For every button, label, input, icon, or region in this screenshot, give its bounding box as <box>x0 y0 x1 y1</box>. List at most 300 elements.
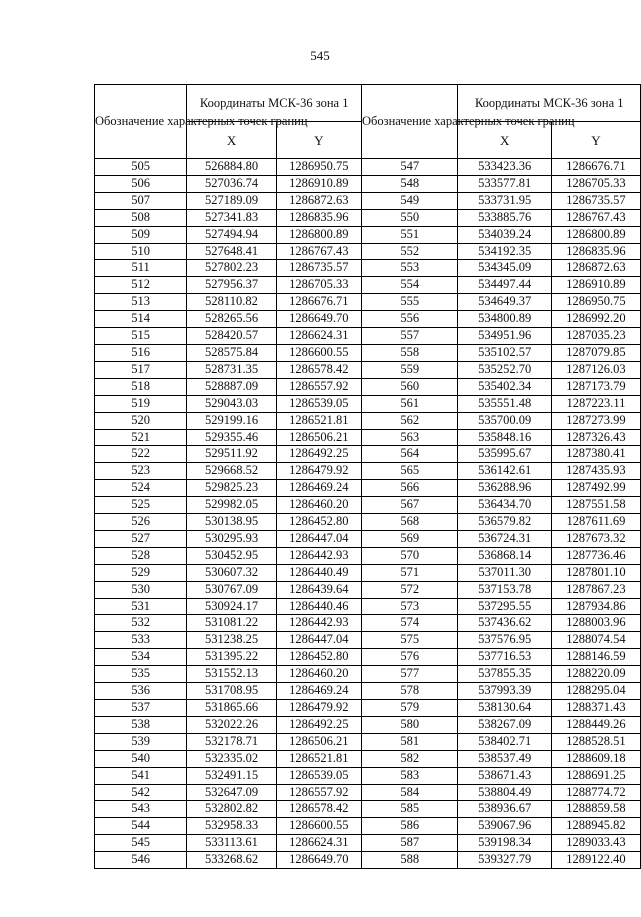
table-row <box>362 733 641 750</box>
page-number: 545 <box>310 48 330 63</box>
point-id-cell: 562 <box>362 412 458 429</box>
y-coordinate-cell: 1287035.23 <box>551 328 640 345</box>
x-coordinate-cell: 536434.70 <box>458 497 551 514</box>
x-coordinate-cell: 532647.09 <box>187 784 276 801</box>
x-coordinate-cell: 531708.95 <box>187 683 276 700</box>
point-id-cell: 573 <box>362 598 458 615</box>
table-row <box>362 649 641 666</box>
y-coordinate-cell: 1287492.99 <box>551 480 640 497</box>
x-coordinate-cell: 534345.09 <box>458 260 551 277</box>
x-coordinate-cell: 533885.76 <box>458 209 551 226</box>
y-coordinate-cell: 1286676.71 <box>551 159 640 176</box>
table-row <box>362 581 641 598</box>
point-id-cell: 572 <box>362 581 458 598</box>
x-coordinate-cell: 537153.78 <box>458 581 551 598</box>
table-row <box>95 480 362 497</box>
point-id-cell: 520 <box>95 412 187 429</box>
y-coordinate-cell: 1288774.72 <box>551 784 640 801</box>
y-coordinate-cell: 1286767.43 <box>551 209 640 226</box>
point-id-cell: 568 <box>362 514 458 531</box>
y-coordinate-cell: 1286479.92 <box>276 463 361 480</box>
y-coordinate-cell: 1287173.79 <box>551 378 640 395</box>
y-coordinate-cell: 1286492.25 <box>276 446 361 463</box>
table-row <box>95 175 362 192</box>
x-coordinate-cell: 533731.95 <box>458 192 551 209</box>
point-id-cell: 584 <box>362 784 458 801</box>
y-coordinate-cell: 1288074.54 <box>551 632 640 649</box>
x-coordinate-cell: 530452.95 <box>187 547 276 564</box>
x-coordinate-cell: 532335.02 <box>187 750 276 767</box>
point-id-cell: 567 <box>362 497 458 514</box>
x-coordinate-cell: 535848.16 <box>458 429 551 446</box>
y-coordinate-cell: 1286676.71 <box>276 294 361 311</box>
x-coordinate-cell: 535551.48 <box>458 395 551 412</box>
y-coordinate-cell: 1286452.80 <box>276 514 361 531</box>
table-row <box>95 750 362 767</box>
x-coordinate-cell: 534649.37 <box>458 294 551 311</box>
x-coordinate-cell: 537855.35 <box>458 666 551 683</box>
table-row <box>362 750 641 767</box>
point-id-cell: 514 <box>95 311 187 328</box>
point-id-cell: 505 <box>95 159 187 176</box>
x-coordinate-cell: 530607.32 <box>187 564 276 581</box>
header-designation: Обозначение характерных точек границ <box>95 85 187 159</box>
table-row <box>362 666 641 683</box>
point-id-cell: 512 <box>95 277 187 294</box>
table-row <box>95 514 362 531</box>
table-row <box>362 632 641 649</box>
x-coordinate-cell: 539067.96 <box>458 818 551 835</box>
x-coordinate-cell: 539327.79 <box>458 852 551 869</box>
y-coordinate-cell: 1287326.43 <box>551 429 640 446</box>
x-coordinate-cell: 531552.13 <box>187 666 276 683</box>
y-coordinate-cell: 1288609.18 <box>551 750 640 767</box>
y-coordinate-cell: 1289033.43 <box>551 835 640 852</box>
y-coordinate-cell: 1286506.21 <box>276 429 361 446</box>
y-coordinate-cell: 1286440.46 <box>276 598 361 615</box>
table-row <box>95 412 362 429</box>
y-coordinate-cell: 1287223.11 <box>551 395 640 412</box>
y-coordinate-cell: 1286452.80 <box>276 649 361 666</box>
point-id-cell: 543 <box>95 801 187 818</box>
point-id-cell: 586 <box>362 818 458 835</box>
y-coordinate-cell: 1286835.96 <box>551 243 640 260</box>
point-id-cell: 578 <box>362 683 458 700</box>
y-coordinate-cell: 1287380.41 <box>551 446 640 463</box>
table-body-left <box>95 159 362 869</box>
point-id-cell: 539 <box>95 733 187 750</box>
table-row <box>362 429 641 446</box>
table-row <box>95 683 362 700</box>
y-coordinate-cell: 1289122.40 <box>551 852 640 869</box>
table-row <box>95 716 362 733</box>
x-coordinate-cell: 534497.44 <box>458 277 551 294</box>
x-coordinate-cell: 538671.43 <box>458 767 551 784</box>
header-x: X <box>187 122 276 159</box>
x-coordinate-cell: 535700.09 <box>458 412 551 429</box>
y-coordinate-cell: 1288371.43 <box>551 700 640 717</box>
y-coordinate-cell: 1288220.09 <box>551 666 640 683</box>
point-id-cell: 537 <box>95 700 187 717</box>
table-row <box>95 733 362 750</box>
y-coordinate-cell: 1286910.89 <box>276 175 361 192</box>
table-row <box>95 429 362 446</box>
point-id-cell: 523 <box>95 463 187 480</box>
y-coordinate-cell: 1288449.26 <box>551 716 640 733</box>
point-id-cell: 515 <box>95 328 187 345</box>
x-coordinate-cell: 532178.71 <box>187 733 276 750</box>
x-coordinate-cell: 536724.31 <box>458 530 551 547</box>
x-coordinate-cell: 532491.15 <box>187 767 276 784</box>
table-row <box>95 243 362 260</box>
point-id-cell: 528 <box>95 547 187 564</box>
x-coordinate-cell: 530138.95 <box>187 514 276 531</box>
x-coordinate-cell: 531865.66 <box>187 700 276 717</box>
table-row <box>95 463 362 480</box>
table-row <box>362 716 641 733</box>
header-x: X <box>458 122 551 159</box>
y-coordinate-cell: 1286469.24 <box>276 683 361 700</box>
coordinates-tables <box>94 84 641 869</box>
table-row <box>362 395 641 412</box>
table-row <box>95 395 362 412</box>
table-row <box>95 801 362 818</box>
table-row <box>95 294 362 311</box>
x-coordinate-cell: 533423.36 <box>458 159 551 176</box>
point-id-cell: 507 <box>95 192 187 209</box>
table-row <box>95 835 362 852</box>
y-coordinate-cell: 1286506.21 <box>276 733 361 750</box>
y-coordinate-cell: 1286624.31 <box>276 328 361 345</box>
x-coordinate-cell: 528887.09 <box>187 378 276 395</box>
table-row <box>362 480 641 497</box>
point-id-cell: 554 <box>362 277 458 294</box>
y-coordinate-cell: 1287611.69 <box>551 514 640 531</box>
table-row <box>95 260 362 277</box>
header-coordinates: Координаты МСК-36 зона 1 <box>458 85 641 122</box>
table-row <box>362 852 641 869</box>
point-id-cell: 526 <box>95 514 187 531</box>
header-designation: Обозначение характерных точек границ <box>362 85 458 159</box>
point-id-cell: 571 <box>362 564 458 581</box>
y-coordinate-cell: 1286950.75 <box>276 159 361 176</box>
x-coordinate-cell: 538130.64 <box>458 700 551 717</box>
point-id-cell: 587 <box>362 835 458 852</box>
x-coordinate-cell: 527189.09 <box>187 192 276 209</box>
x-coordinate-cell: 528731.35 <box>187 361 276 378</box>
y-coordinate-cell: 1286600.55 <box>276 818 361 835</box>
point-id-cell: 556 <box>362 311 458 328</box>
point-id-cell: 560 <box>362 378 458 395</box>
table-row <box>362 226 641 243</box>
y-coordinate-cell: 1286469.24 <box>276 480 361 497</box>
table-row <box>362 159 641 176</box>
x-coordinate-cell: 533577.81 <box>458 175 551 192</box>
x-coordinate-cell: 537295.55 <box>458 598 551 615</box>
y-coordinate-cell: 1286800.89 <box>551 226 640 243</box>
point-id-cell: 550 <box>362 209 458 226</box>
table-row <box>362 361 641 378</box>
table-row <box>362 801 641 818</box>
coordinates-table-left <box>94 84 362 869</box>
x-coordinate-cell: 529355.46 <box>187 429 276 446</box>
point-id-cell: 585 <box>362 801 458 818</box>
table-row <box>95 159 362 176</box>
table-row <box>95 767 362 784</box>
point-id-cell: 574 <box>362 615 458 632</box>
table-row <box>362 564 641 581</box>
point-id-cell: 518 <box>95 378 187 395</box>
table-row <box>362 277 641 294</box>
x-coordinate-cell: 535995.67 <box>458 446 551 463</box>
x-coordinate-cell: 532802.82 <box>187 801 276 818</box>
table-row <box>95 226 362 243</box>
point-id-cell: 569 <box>362 530 458 547</box>
y-coordinate-cell: 1286440.49 <box>276 564 361 581</box>
x-coordinate-cell: 534039.24 <box>458 226 551 243</box>
point-id-cell: 579 <box>362 700 458 717</box>
x-coordinate-cell: 529825.23 <box>187 480 276 497</box>
y-coordinate-cell: 1287736.46 <box>551 547 640 564</box>
point-id-cell: 548 <box>362 175 458 192</box>
y-coordinate-cell: 1286872.63 <box>551 260 640 277</box>
x-coordinate-cell: 537716.53 <box>458 649 551 666</box>
y-coordinate-cell: 1288295.04 <box>551 683 640 700</box>
x-coordinate-cell: 529043.03 <box>187 395 276 412</box>
point-id-cell: 559 <box>362 361 458 378</box>
y-coordinate-cell: 1286539.05 <box>276 767 361 784</box>
point-id-cell: 509 <box>95 226 187 243</box>
x-coordinate-cell: 528110.82 <box>187 294 276 311</box>
table-row <box>95 497 362 514</box>
coordinates-table-right <box>361 84 641 869</box>
table-body-right <box>362 159 641 869</box>
x-coordinate-cell: 527802.23 <box>187 260 276 277</box>
point-id-cell: 531 <box>95 598 187 615</box>
x-coordinate-cell: 536868.14 <box>458 547 551 564</box>
x-coordinate-cell: 539198.34 <box>458 835 551 852</box>
table-row <box>362 784 641 801</box>
y-coordinate-cell: 1286439.64 <box>276 581 361 598</box>
y-coordinate-cell: 1286835.96 <box>276 209 361 226</box>
table-row <box>95 666 362 683</box>
point-id-cell: 513 <box>95 294 187 311</box>
point-id-cell: 565 <box>362 463 458 480</box>
y-coordinate-cell: 1286521.81 <box>276 412 361 429</box>
point-id-cell: 551 <box>362 226 458 243</box>
y-coordinate-cell: 1286649.70 <box>276 852 361 869</box>
y-coordinate-cell: 1287435.93 <box>551 463 640 480</box>
point-id-cell: 583 <box>362 767 458 784</box>
y-coordinate-cell: 1286624.31 <box>276 835 361 852</box>
header-y: Y <box>276 122 361 159</box>
point-id-cell: 506 <box>95 175 187 192</box>
table-row <box>95 581 362 598</box>
point-id-cell: 588 <box>362 852 458 869</box>
table-row <box>95 378 362 395</box>
y-coordinate-cell: 1286557.92 <box>276 378 361 395</box>
table-row <box>362 497 641 514</box>
table-row <box>95 852 362 869</box>
point-id-cell: 557 <box>362 328 458 345</box>
table-row <box>95 361 362 378</box>
point-id-cell: 525 <box>95 497 187 514</box>
table-row <box>95 209 362 226</box>
x-coordinate-cell: 534192.35 <box>458 243 551 260</box>
table-row <box>362 209 641 226</box>
table-row <box>95 784 362 801</box>
x-coordinate-cell: 531395.22 <box>187 649 276 666</box>
point-id-cell: 582 <box>362 750 458 767</box>
table-row <box>95 277 362 294</box>
x-coordinate-cell: 538267.09 <box>458 716 551 733</box>
x-coordinate-cell: 536288.96 <box>458 480 551 497</box>
x-coordinate-cell: 538936.67 <box>458 801 551 818</box>
point-id-cell: 533 <box>95 632 187 649</box>
y-coordinate-cell: 1287551.58 <box>551 497 640 514</box>
y-coordinate-cell: 1286539.05 <box>276 395 361 412</box>
x-coordinate-cell: 529982.05 <box>187 497 276 514</box>
y-coordinate-cell: 1286578.42 <box>276 361 361 378</box>
x-coordinate-cell: 533268.62 <box>187 852 276 869</box>
x-coordinate-cell: 537011.30 <box>458 564 551 581</box>
point-id-cell: 564 <box>362 446 458 463</box>
point-id-cell: 540 <box>95 750 187 767</box>
point-id-cell: 532 <box>95 615 187 632</box>
point-id-cell: 580 <box>362 716 458 733</box>
y-coordinate-cell: 1286447.04 <box>276 632 361 649</box>
x-coordinate-cell: 527956.37 <box>187 277 276 294</box>
table-row <box>362 615 641 632</box>
point-id-cell: 544 <box>95 818 187 835</box>
x-coordinate-cell: 530924.17 <box>187 598 276 615</box>
point-id-cell: 529 <box>95 564 187 581</box>
table-row <box>362 311 641 328</box>
point-id-cell: 549 <box>362 192 458 209</box>
point-id-cell: 545 <box>95 835 187 852</box>
y-coordinate-cell: 1287126.03 <box>551 361 640 378</box>
table-row <box>362 446 641 463</box>
y-coordinate-cell: 1286442.93 <box>276 615 361 632</box>
x-coordinate-cell: 528575.84 <box>187 344 276 361</box>
x-coordinate-cell: 532958.33 <box>187 818 276 835</box>
point-id-cell: 552 <box>362 243 458 260</box>
point-id-cell: 519 <box>95 395 187 412</box>
y-coordinate-cell: 1288945.82 <box>551 818 640 835</box>
table-row <box>95 446 362 463</box>
x-coordinate-cell: 535102.57 <box>458 344 551 361</box>
x-coordinate-cell: 531238.25 <box>187 632 276 649</box>
y-coordinate-cell: 1286460.20 <box>276 666 361 683</box>
y-coordinate-cell: 1286578.42 <box>276 801 361 818</box>
point-id-cell: 522 <box>95 446 187 463</box>
point-id-cell: 547 <box>362 159 458 176</box>
x-coordinate-cell: 527341.83 <box>187 209 276 226</box>
y-coordinate-cell: 1286447.04 <box>276 530 361 547</box>
x-coordinate-cell: 529668.52 <box>187 463 276 480</box>
table-row <box>362 818 641 835</box>
y-coordinate-cell: 1286992.20 <box>551 311 640 328</box>
x-coordinate-cell: 534951.96 <box>458 328 551 345</box>
table-row <box>362 243 641 260</box>
table-row <box>362 547 641 564</box>
point-id-cell: 558 <box>362 344 458 361</box>
point-id-cell: 546 <box>95 852 187 869</box>
table-row <box>362 700 641 717</box>
x-coordinate-cell: 537436.62 <box>458 615 551 632</box>
point-id-cell: 530 <box>95 581 187 598</box>
table-row <box>95 192 362 209</box>
point-id-cell: 536 <box>95 683 187 700</box>
table-row <box>362 344 641 361</box>
table-row <box>95 311 362 328</box>
y-coordinate-cell: 1286479.92 <box>276 700 361 717</box>
x-coordinate-cell: 527494.94 <box>187 226 276 243</box>
y-coordinate-cell: 1287673.32 <box>551 530 640 547</box>
x-coordinate-cell: 530295.93 <box>187 530 276 547</box>
table-row <box>362 192 641 209</box>
table-row <box>95 598 362 615</box>
table-row <box>95 818 362 835</box>
y-coordinate-cell: 1286705.33 <box>276 277 361 294</box>
point-id-cell: 534 <box>95 649 187 666</box>
x-coordinate-cell: 537993.39 <box>458 683 551 700</box>
table-row <box>362 767 641 784</box>
y-coordinate-cell: 1286492.25 <box>276 716 361 733</box>
x-coordinate-cell: 535252.70 <box>458 361 551 378</box>
x-coordinate-cell: 532022.26 <box>187 716 276 733</box>
x-coordinate-cell: 535402.34 <box>458 378 551 395</box>
x-coordinate-cell: 533113.61 <box>187 835 276 852</box>
point-id-cell: 542 <box>95 784 187 801</box>
y-coordinate-cell: 1287934.86 <box>551 598 640 615</box>
y-coordinate-cell: 1287867.23 <box>551 581 640 598</box>
y-coordinate-cell: 1288691.25 <box>551 767 640 784</box>
x-coordinate-cell: 531081.22 <box>187 615 276 632</box>
point-id-cell: 566 <box>362 480 458 497</box>
x-coordinate-cell: 534800.89 <box>458 311 551 328</box>
y-coordinate-cell: 1288003.96 <box>551 615 640 632</box>
x-coordinate-cell: 529511.92 <box>187 446 276 463</box>
y-coordinate-cell: 1286600.55 <box>276 344 361 361</box>
table-row <box>362 514 641 531</box>
point-id-cell: 576 <box>362 649 458 666</box>
x-coordinate-cell: 536579.82 <box>458 514 551 531</box>
y-coordinate-cell: 1286735.57 <box>551 192 640 209</box>
point-id-cell: 555 <box>362 294 458 311</box>
x-coordinate-cell: 526884.80 <box>187 159 276 176</box>
x-coordinate-cell: 529199.16 <box>187 412 276 429</box>
y-coordinate-cell: 1286649.70 <box>276 311 361 328</box>
point-id-cell: 516 <box>95 344 187 361</box>
table-row <box>362 412 641 429</box>
point-id-cell: 541 <box>95 767 187 784</box>
point-id-cell: 510 <box>95 243 187 260</box>
point-id-cell: 538 <box>95 716 187 733</box>
table-row <box>95 632 362 649</box>
y-coordinate-cell: 1288528.51 <box>551 733 640 750</box>
y-coordinate-cell: 1286950.75 <box>551 294 640 311</box>
point-id-cell: 527 <box>95 530 187 547</box>
point-id-cell: 563 <box>362 429 458 446</box>
table-row <box>362 530 641 547</box>
x-coordinate-cell: 530767.09 <box>187 581 276 598</box>
point-id-cell: 577 <box>362 666 458 683</box>
table-row <box>95 547 362 564</box>
table-row <box>362 463 641 480</box>
y-coordinate-cell: 1287801.10 <box>551 564 640 581</box>
x-coordinate-cell: 528265.56 <box>187 311 276 328</box>
